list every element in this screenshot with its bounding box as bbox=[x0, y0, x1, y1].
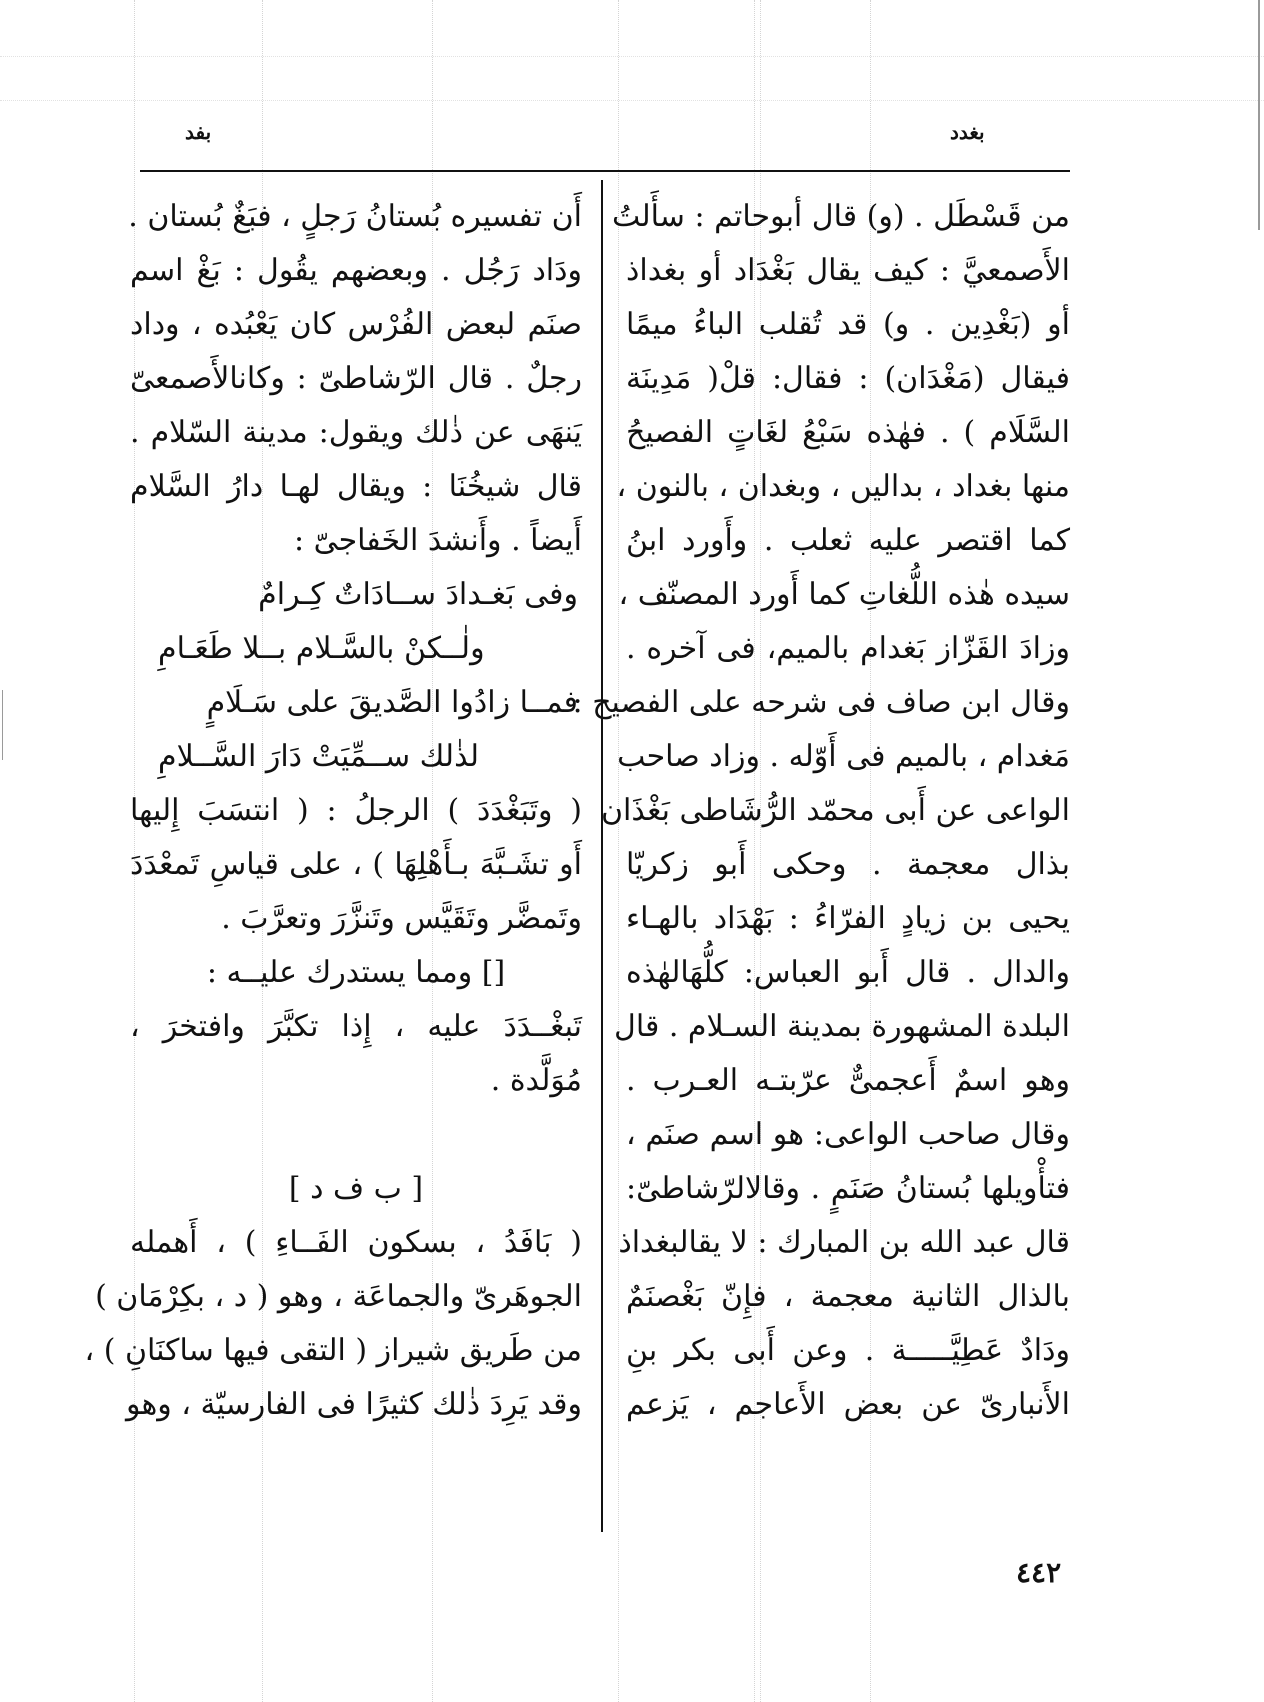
scan-artifact-line bbox=[0, 56, 1264, 57]
text-line: أَو تشَـبَّهَ بـأَهْلِهَا ) ، على قياسِ تَمعْدَدَ bbox=[130, 847, 582, 882]
entry-heading: [ ب ف د ] bbox=[288, 1171, 424, 1206]
text-line: بذال معجمة . وحكى أَبو زكريّا bbox=[626, 847, 1070, 882]
text-line: ( وتَبَغْدَدَ ) الرجلُ : ( انتسَبَ إِليها bbox=[130, 793, 582, 828]
text-line: أَن تفسيره بُستانُ رَجلٍ ، فبَغٌ بُستان . bbox=[128, 199, 582, 234]
text-line: الجوهَرىّ والجماعَة ، وهو ( د ، بكِرْمَان ) bbox=[95, 1279, 582, 1314]
text-line: صنَم لبعض الفُرْس كان يَعْبُده ، وداد bbox=[130, 307, 582, 342]
text-line: وتَمضَّر وتَقَيَّس وتَنزَّرَ وتعرَّبَ . bbox=[221, 901, 582, 936]
text-line: السَّلَام ) . فهٰذه سَبْعُ لغَاتٍ الفصيحُ bbox=[626, 415, 1070, 450]
text-line: وهو اسمٌ أَعجمىٌّ عرّبتـه العـرب . bbox=[626, 1063, 1070, 1098]
left-column bbox=[84, 190, 582, 1432]
text-line: سيده هٰذه اللُّغاتِ كما أَورد المصنّف ، bbox=[618, 577, 1070, 612]
text-line: وقال ابن صاف فى شرحه على الفصيح : bbox=[572, 685, 1070, 720]
verse-line: لذٰلك ســمِّيَتْ دَارَ السَّــلامِ bbox=[158, 739, 479, 774]
text-line: أو (بَغْدِين . و) قد تُقلب الباءُ ميمًا bbox=[626, 307, 1070, 342]
text-line: بالذال الثانية معجمة ، فإِنّ بَغْصنَمٌ bbox=[626, 1279, 1070, 1314]
text-line: مُوَلَّدة . bbox=[490, 1063, 582, 1098]
text-line: يحيى بن زيادٍ الفرّاءُ : بَهْدَاد بالهـاء bbox=[626, 901, 1070, 936]
text-line: قال عبد الله بن المبارك : لا يقالبغداذ bbox=[618, 1225, 1070, 1260]
text-line: فتأْويلها بُستانُ صَنَمٍ . وقالالرّشاطىّ: bbox=[626, 1171, 1070, 1206]
header-rule bbox=[140, 170, 1070, 172]
text-line: ودَادٌ عَطِيَّـــــة . وعن أَبى بكر بنِ bbox=[626, 1333, 1070, 1368]
verse-line: وفى بَغـدادَ ســادَاتٌ كِـرامٌ bbox=[258, 577, 578, 612]
blank-line bbox=[130, 1108, 582, 1162]
text-line: ودَاد رَجُل . وبعضهم يقُول : بَغْ اسم bbox=[130, 253, 582, 288]
text-line: من قَسْطَل . (و) قال أبوحاتم : سأَلتُ bbox=[612, 199, 1070, 234]
text-line: الواعى عن أَبى محمّد الرُّشَاطى بَغْذَان bbox=[601, 793, 1070, 828]
text-line: البلدة المشهورة بمدينة السـلام . قال bbox=[614, 1009, 1070, 1044]
text-line: فيقال (مَغْدَان) : فقال: قلْ( مَدِينَة bbox=[626, 361, 1070, 396]
verse-line: ولٰــكنْ بالسَّـلام بــلا طَعَـامِ bbox=[158, 631, 485, 666]
text-line: يَنهَى عن ذٰلك ويقول: مدينة السّلام . bbox=[130, 415, 582, 450]
text-line: مَغدام ، بالميم فى أَوّله . وزاد صاحب bbox=[617, 739, 1070, 774]
page-number: ٤٤٢ bbox=[1016, 1556, 1062, 1589]
running-head-right: بغدد bbox=[950, 120, 985, 144]
right-column bbox=[572, 190, 1070, 1432]
scan-artifact-line bbox=[618, 0, 619, 1702]
text-line: تَبغْــدَدَ عليه ، إِذا تكبَّرَ وافتخرَ ، bbox=[130, 1009, 582, 1044]
text-line: أَيضاً . وأَنشدَ الخَفاجىّ : bbox=[293, 523, 582, 558]
text-line: ( بَافَدُ ، بسكون الفَــاءِ ) ، أَهمله bbox=[130, 1225, 582, 1260]
text-line: وزادَ القَزّاز بَغدام بالميم، فى آخره . bbox=[626, 631, 1070, 666]
text-line: والدال . قال أَبو العباس: كلُّهَالهٰذه bbox=[626, 955, 1070, 990]
text-line: الأَصمعيَّ : كيف يقال بَغْدَاد أو بغداذ bbox=[626, 253, 1070, 288]
text-line: وقد يَرِدَ ذٰلك كثيرًا فى الفارسيّة ، وهو bbox=[125, 1387, 582, 1422]
running-head-left: بفد bbox=[185, 120, 212, 144]
scan-artifact-line bbox=[0, 100, 1264, 101]
text-line: الأَنبارىّ عن بعض الأَعاجم ، يَزعم bbox=[626, 1387, 1070, 1422]
mustadrak-heading: [] ومما يستدرك عليــه : bbox=[206, 955, 506, 990]
text-line: وقال صاحب الواعى: هو اسم صنَم ، bbox=[626, 1117, 1070, 1152]
text-line: منها بغداد ، بداليں ، وبغدان ، بالنون ، bbox=[616, 469, 1070, 504]
text-line: كما اقتصر عليه ثعلب . وأَورد ابنُ bbox=[626, 523, 1070, 558]
text-line: رجلٌ . قال الرّشاطىّ : وكانالأَصمعىّ bbox=[130, 361, 582, 396]
page-edge-mark bbox=[1258, 0, 1260, 230]
verse-line: فمــا زادُوا الصَّديقَ على سَـلَامٍ bbox=[206, 685, 578, 720]
page-edge-mark bbox=[2, 690, 3, 760]
column-divider bbox=[601, 180, 603, 1532]
text-line: قال شيخُنَا : ويقال لهـا دارُ السَّلام bbox=[130, 469, 582, 504]
text-line: من طَريق شيراز ( التقى فيها ساكنَانِ ) ، bbox=[84, 1333, 582, 1368]
